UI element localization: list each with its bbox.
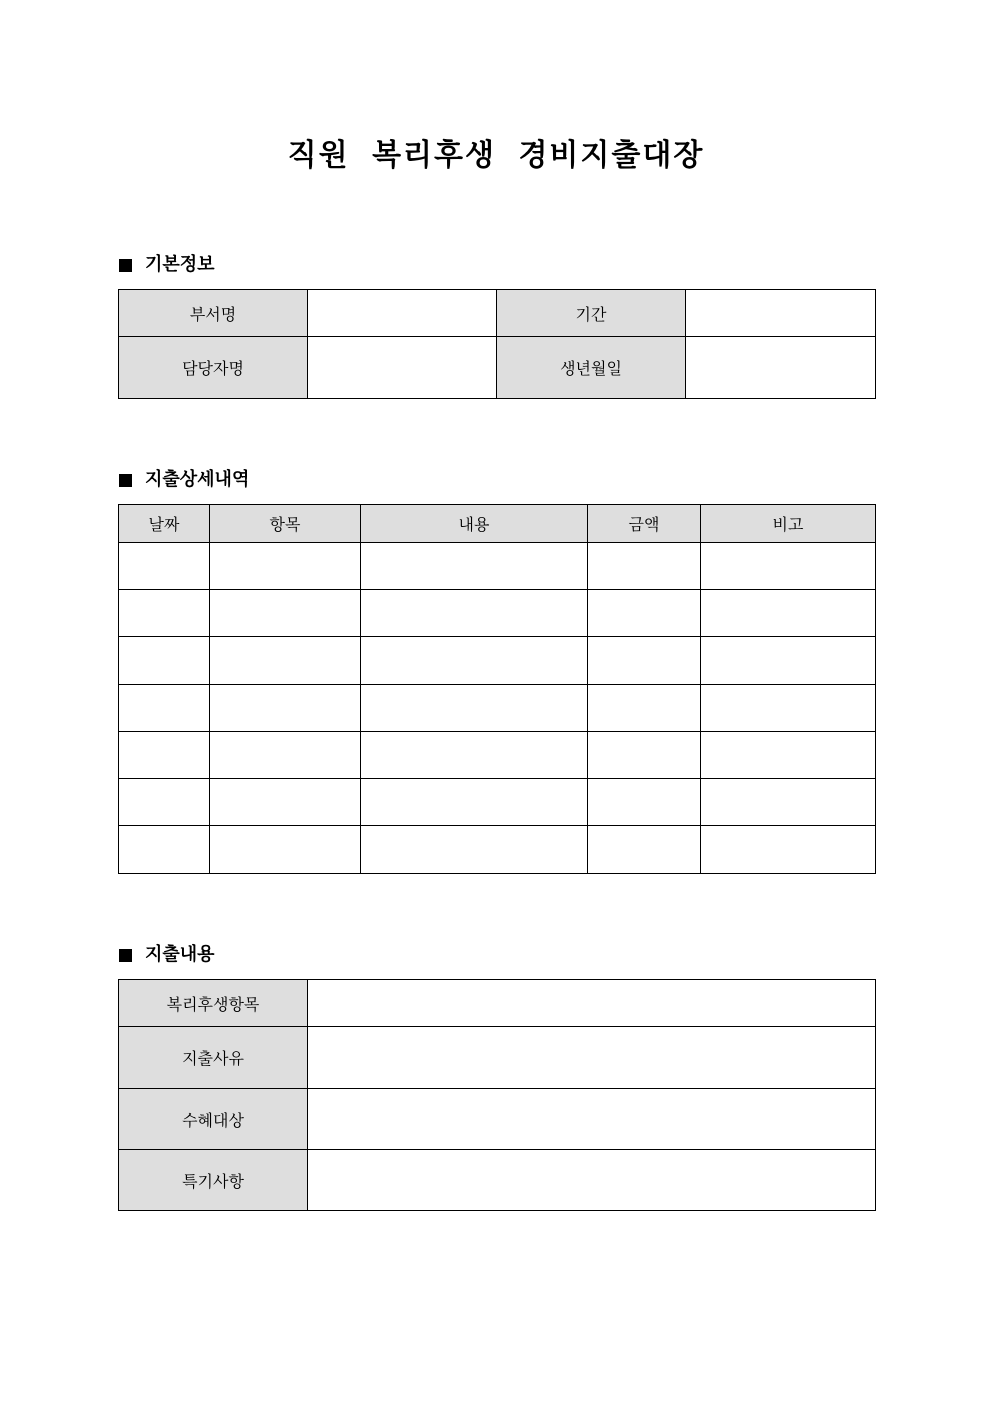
date-cell[interactable] bbox=[119, 590, 210, 637]
remarks-cell[interactable] bbox=[701, 637, 876, 685]
item-cell[interactable] bbox=[210, 590, 361, 637]
welfare-item-field[interactable] bbox=[308, 980, 876, 1027]
remarks-cell[interactable] bbox=[701, 826, 876, 874]
item-cell[interactable] bbox=[210, 779, 361, 826]
expense-details-header-row bbox=[119, 505, 876, 543]
item-cell[interactable] bbox=[210, 685, 361, 732]
amount-cell[interactable] bbox=[588, 590, 701, 637]
table-row bbox=[119, 779, 876, 826]
item-cell[interactable] bbox=[210, 732, 361, 779]
date-cell[interactable] bbox=[119, 732, 210, 779]
column-header-description: 내용 bbox=[361, 505, 588, 543]
remarks-cell[interactable] bbox=[701, 590, 876, 637]
period-field[interactable] bbox=[686, 290, 876, 337]
table-row bbox=[119, 826, 876, 874]
section-heading-expense-details bbox=[119, 468, 249, 492]
beneficiary-field[interactable] bbox=[308, 1089, 876, 1150]
amount-cell[interactable] bbox=[588, 779, 701, 826]
table-row bbox=[119, 685, 876, 732]
description-cell[interactable] bbox=[361, 826, 588, 874]
date-cell[interactable] bbox=[119, 543, 210, 590]
expense-content-row bbox=[119, 1150, 876, 1211]
square-bullet-icon bbox=[119, 949, 132, 962]
description-cell[interactable] bbox=[361, 543, 588, 590]
date-cell[interactable] bbox=[119, 826, 210, 874]
amount-cell[interactable] bbox=[588, 685, 701, 732]
expense-details-table bbox=[118, 504, 876, 874]
section-heading-label: 기본정보 bbox=[145, 254, 215, 275]
expense-content-row bbox=[119, 1027, 876, 1089]
expense-reason-field[interactable] bbox=[308, 1027, 876, 1089]
table-row bbox=[119, 590, 876, 637]
date-cell[interactable] bbox=[119, 779, 210, 826]
manager-name-field[interactable] bbox=[308, 337, 497, 399]
square-bullet-icon bbox=[119, 474, 132, 487]
item-cell[interactable] bbox=[210, 543, 361, 590]
department-label: 부서명 bbox=[119, 290, 308, 337]
expense-content-table bbox=[118, 979, 876, 1211]
table-row bbox=[119, 637, 876, 685]
column-header-remarks: 비고 bbox=[701, 505, 876, 543]
item-cell[interactable] bbox=[210, 826, 361, 874]
amount-cell[interactable] bbox=[588, 826, 701, 874]
column-header-date: 날짜 bbox=[119, 505, 210, 543]
column-header-item: 항목 bbox=[210, 505, 361, 543]
amount-cell[interactable] bbox=[588, 732, 701, 779]
description-cell[interactable] bbox=[361, 779, 588, 826]
special-notes-field[interactable] bbox=[308, 1150, 876, 1211]
description-cell[interactable] bbox=[361, 637, 588, 685]
section-heading-expense-content bbox=[119, 943, 215, 967]
description-cell[interactable] bbox=[361, 732, 588, 779]
amount-cell[interactable] bbox=[588, 543, 701, 590]
basic-info-row bbox=[119, 337, 876, 399]
date-cell[interactable] bbox=[119, 685, 210, 732]
remarks-cell[interactable] bbox=[701, 779, 876, 826]
description-cell[interactable] bbox=[361, 685, 588, 732]
remarks-cell[interactable] bbox=[701, 685, 876, 732]
remarks-cell[interactable] bbox=[701, 732, 876, 779]
table-row bbox=[119, 543, 876, 590]
birth-date-field[interactable] bbox=[686, 337, 876, 399]
expense-content-row bbox=[119, 1089, 876, 1150]
department-field[interactable] bbox=[308, 290, 497, 337]
remarks-cell[interactable] bbox=[701, 543, 876, 590]
table-row bbox=[119, 732, 876, 779]
item-cell[interactable] bbox=[210, 637, 361, 685]
expense-content-row bbox=[119, 980, 876, 1027]
basic-info-table bbox=[118, 289, 876, 399]
date-cell[interactable] bbox=[119, 637, 210, 685]
section-heading-basic-info bbox=[119, 253, 215, 277]
manager-name-label: 담당자명 bbox=[119, 337, 308, 399]
column-header-amount: 금액 bbox=[588, 505, 701, 543]
basic-info-row bbox=[119, 290, 876, 337]
birth-date-label: 생년월일 bbox=[497, 337, 686, 399]
section-heading-label: 지출내용 bbox=[145, 944, 215, 965]
beneficiary-label: 수혜대상 bbox=[119, 1089, 308, 1150]
square-bullet-icon bbox=[119, 259, 132, 272]
period-label: 기간 bbox=[497, 290, 686, 337]
special-notes-label: 특기사항 bbox=[119, 1150, 308, 1211]
section-heading-label: 지출상세내역 bbox=[145, 469, 250, 490]
description-cell[interactable] bbox=[361, 590, 588, 637]
amount-cell[interactable] bbox=[588, 637, 701, 685]
expense-reason-label: 지출사유 bbox=[119, 1027, 308, 1089]
welfare-item-label: 복리후생항목 bbox=[119, 980, 308, 1027]
page-title: 직원 복리후생 경비지출대장 bbox=[287, 138, 705, 173]
